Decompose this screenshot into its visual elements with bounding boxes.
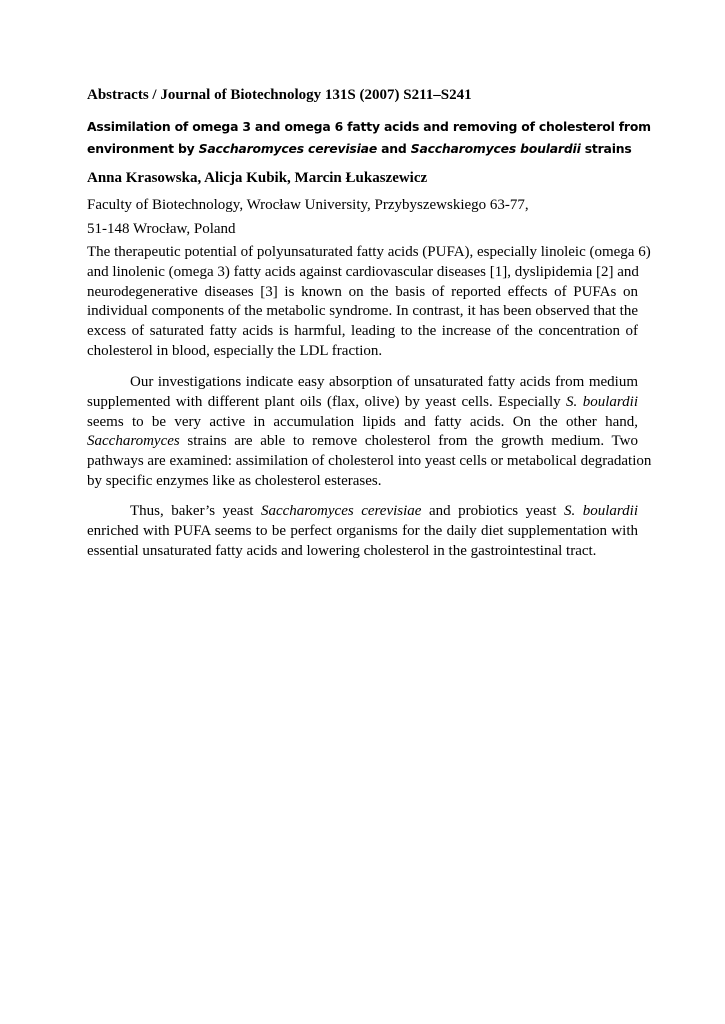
affiliation-line-1: Faculty of Biotechnology, Wrocław University, Przybyszewskiego 63-77, xyxy=(87,197,529,213)
paragraph-line: cholesterol in blood, especially the LDL fraction. xyxy=(87,342,383,359)
paragraph-text: and probiotics yeast xyxy=(421,503,564,519)
paragraph-line: excess of saturated fatty acids is harmful, leading to the increase of the concentration of xyxy=(87,323,638,340)
journal-header: Abstracts / Journal of Biotechnology 131S (2007) S211–S241 xyxy=(87,87,472,103)
species-name: Saccharomyces xyxy=(87,433,180,450)
title-text: strains xyxy=(580,141,632,156)
species-name: Saccharomyces cerevisiae xyxy=(260,503,422,519)
paragraph-line: essential unsaturated fatty acids and lowering cholesterol in the gastrointestinal tract. xyxy=(87,542,597,559)
species-name: S. boulardii xyxy=(563,503,638,519)
paragraph-line: individual components of the metabolic syndrome. In contrast, it has been observed that the xyxy=(87,303,638,320)
paragraph-line: neurodegenerative diseases [3] is known on the basis of reported effects of PUFAs on xyxy=(87,283,638,300)
abstract-paragraph-3 xyxy=(87,502,638,561)
paragraph-line: enriched with PUFA seems to be perfect organisms for the daily diet supplementation with xyxy=(87,522,638,539)
title-species-boulardii: Saccharomyces boulardii xyxy=(410,141,581,156)
paragraph-text: supplemented with different plant oils (flax, olive) by yeast cells. Especially xyxy=(87,393,567,410)
affiliation-line-2: 51-148 Wrocław, Poland xyxy=(87,221,236,237)
paragraph-line: by specific enzymes like as cholesterol esterases. xyxy=(87,472,382,489)
species-name: S. boulardii xyxy=(566,393,638,410)
paragraph-line xyxy=(87,502,638,522)
paragraph-text: Thus, baker’s yeast xyxy=(130,503,261,519)
title-line-1: Assimilation of omega 3 and omega 6 fatty acids and removing of cholesterol from xyxy=(87,119,651,134)
article-title xyxy=(87,116,651,160)
abstract-paragraph-2 xyxy=(87,373,652,492)
paragraph-line: pathways are examined: assimilation of cholesterol into yeast cells or metabolical degradation xyxy=(87,453,652,470)
title-text: environment by xyxy=(87,141,199,156)
paragraph-line: and linolenic (omega 3) fatty acids against cardiovascular diseases [1], dyslipidemia [2] and xyxy=(87,263,639,280)
paragraph-line: The therapeutic potential of polyunsaturated fatty acids (PUFA), especially linoleic (omega 6) xyxy=(87,244,651,260)
paragraph-line xyxy=(87,432,638,452)
title-species-cerevisiae: Saccharomyces cerevisiae xyxy=(198,141,378,156)
title-text: and xyxy=(377,141,411,156)
authors: Anna Krasowska, Alicja Kubik, Marcin Łukaszewicz xyxy=(87,170,428,186)
paragraph-line xyxy=(87,393,638,413)
paragraph-text: strains are able to remove cholesterol from the growth medium. Two xyxy=(179,433,638,450)
abstract-paragraph-1 xyxy=(87,243,651,362)
paragraph-line: seems to be very active in accumulation lipids and fatty acids. On the other hand, xyxy=(87,413,638,430)
paragraph-line: Our investigations indicate easy absorption of unsaturated fatty acids from medium xyxy=(130,374,638,390)
title-line-2 xyxy=(87,138,647,160)
